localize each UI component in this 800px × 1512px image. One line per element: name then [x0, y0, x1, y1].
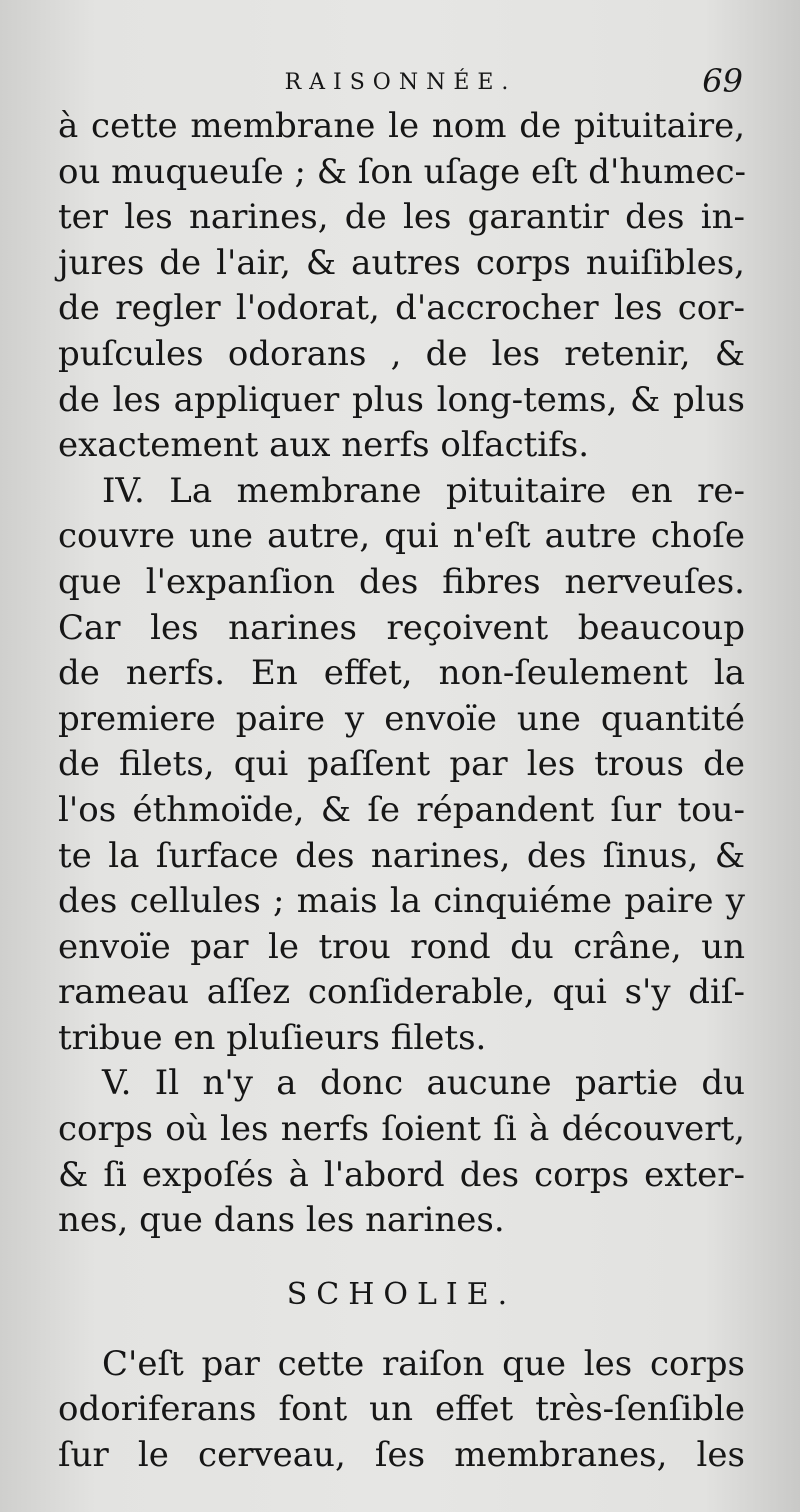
text-line: de nerfs. En effet, non-ſeulement la	[58, 653, 745, 694]
text-line: jures de l'air, & autres corps nuiſibles,	[58, 242, 745, 283]
text-line: de les appliquer plus long-tems, & plus	[58, 379, 745, 420]
text-line: l'os éthmoïde, & ſe répandent ſur tou-	[58, 789, 745, 830]
text-line: nes, que dans les narines.	[58, 1200, 505, 1241]
text-line: odoriferans font un effet très-ſenſible	[58, 1389, 745, 1430]
running-head: RAISONNÉE.	[284, 70, 517, 95]
text-line: te la ſurface des narines, des ſinus, &	[58, 835, 745, 876]
text-line: de regler l'odorat, d'accrocher les cor-	[58, 288, 745, 329]
text-line: C'eſt par cette raiſon que les corps	[102, 1343, 745, 1384]
text-line: couvre une autre, qui n'eſt autre choſe	[58, 516, 745, 557]
text-line: corps où les nerfs ſoient ſi à découvert,	[58, 1109, 745, 1150]
page-header	[58, 58, 743, 108]
text-line: premiere paire y envoïe une quantité	[58, 698, 745, 739]
text-line: ou muqueuſe ; & ſon uſage eſt d'humec-	[58, 151, 747, 192]
paragraph-continuation	[58, 104, 745, 469]
page-number: 69	[702, 62, 743, 100]
text-line: exactement aux nerfs olfactifs.	[58, 425, 590, 466]
paragraph-iv	[58, 469, 745, 1062]
text-line: IV. La membrane pituitaire en re-	[102, 470, 745, 511]
text-line: puſcules odorans , de les retenir, &	[58, 333, 745, 374]
text-line: des cellules ; mais la cinquiéme paire y	[58, 881, 745, 922]
text-line: ſur le cerveau, ſes membranes, les	[58, 1435, 745, 1476]
text-line: tribue en pluſieurs filets.	[58, 1017, 487, 1058]
text-line: rameau aſſez conſiderable, qui s'y diſ-	[58, 972, 745, 1013]
text-line: envoïe par le trou rond du crâne, un	[58, 926, 745, 967]
text-line: V. Il n'y a donc aucune partie du	[102, 1063, 745, 1104]
text-line: & ſi expoſés à l'abord des corps exter-	[58, 1154, 745, 1195]
paragraph-v	[58, 1061, 745, 1243]
body-text	[58, 104, 745, 1479]
paragraph-scholie	[58, 1342, 745, 1479]
text-line: de filets, qui paſſent par les trous de	[58, 744, 745, 785]
text-line: ter les narines, de les garantir des in-	[58, 197, 745, 238]
text-line: à cette membrane le nom de pituitaire,	[58, 106, 745, 146]
scholie-heading: SCHOLIE.	[286, 1276, 517, 1312]
text-line: que l'expanſion des fibres nerveuſes.	[58, 561, 745, 602]
text-line: Car les narines reçoivent beaucoup	[58, 607, 745, 648]
